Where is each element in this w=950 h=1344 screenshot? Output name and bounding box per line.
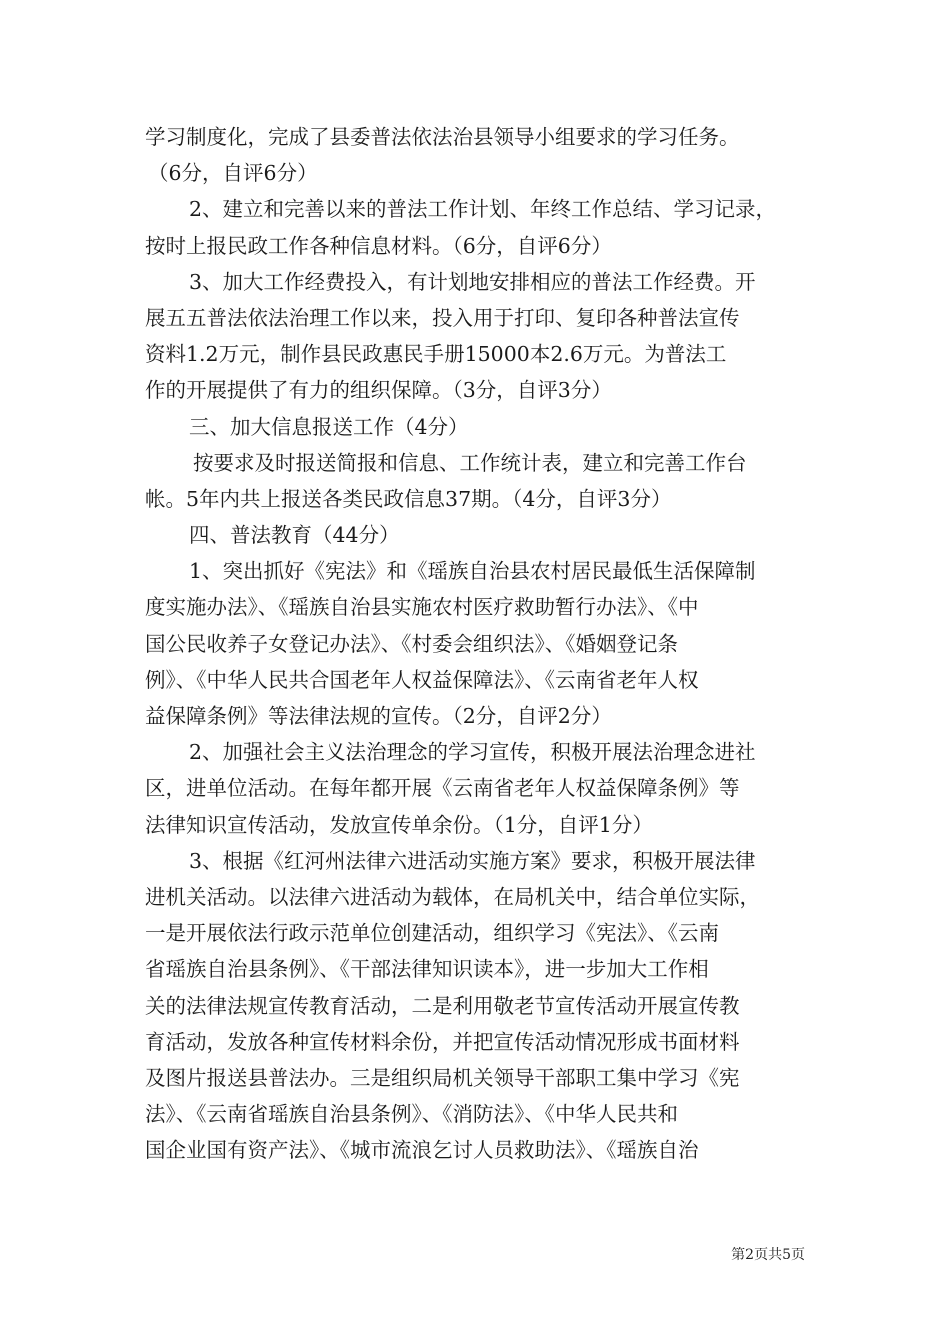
document-body <box>145 119 807 1168</box>
text-line: 2、加强社会主义法治理念的学习宣传，积极开展法治理念进社 <box>189 740 756 765</box>
text-line: 国企业国有资产法》、《城市流浪乞讨人员救助法》、《瑶族自治 <box>145 1138 699 1163</box>
text-line: 展五五普法依法治理工作以来，投入用于打印、复印各种普法宣传 <box>145 305 740 330</box>
text-line: 按要求及时报送简报和信息、工作统计表，建立和完善工作台 <box>193 450 747 475</box>
text-line: 法律知识宣传活动，发放宣传单余份。（1分，自评1分） <box>145 812 653 837</box>
text-line: 及图片报送县普法办。三是组织局机关领导干部职工集中学习《宪 <box>145 1065 740 1090</box>
section-heading: 四、普法教育（44分） <box>189 523 400 548</box>
text-line: 3、根据《红河州法律六进活动实施方案》要求，积极开展法律 <box>189 848 756 873</box>
text-line: 3、加大工作经费投入，有计划地安排相应的普法工作经费。开 <box>189 269 756 294</box>
text-line: 资料1.2万元，制作县民政惠民手册15000本2.6万元。为普法工 <box>145 342 727 367</box>
section-heading: 三、加大信息报送工作（4分） <box>189 414 469 439</box>
text-line: 国公民收养子女登记办法》、《村委会组织法》、《婚姻登记条 <box>145 631 678 656</box>
text-line: 省瑶族自治县条例》、《干部法律知识读本》，进一步加大工作相 <box>145 957 709 982</box>
text-line: 关的法律法规宣传教育活动，二是利用敬老节宣传活动开展宣传教 <box>145 993 740 1018</box>
text-line: 度实施办法》、《瑶族自治县实施农村医疗救助暂行办法》、《中 <box>145 595 699 620</box>
text-line: 例》、《中华人民共合国老年人权益保障法》、《云南省老年人权 <box>145 667 699 692</box>
text-line: 按时上报民政工作各种信息材料。（6分，自评6分） <box>145 233 612 258</box>
text-line: 法》、《云南省瑶族自治县条例》、《消防法》、《中华人民共和 <box>145 1102 678 1127</box>
text-line: 区，进单位活动。在每年都开展《云南省老年人权益保障条例》等 <box>145 776 740 801</box>
text-line: 作的开展提供了有力的组织保障。（3分，自评3分） <box>145 378 612 403</box>
text-line: 1、突出抓好《宪法》和《瑶族自治县农村居民最低生活保障制 <box>189 559 756 584</box>
text-line: 益保障条例》等法律法规的宣传。（2分，自评2分） <box>145 704 612 728</box>
text-line: 进机关活动。以法律六进活动为载体，在局机关中，结合单位实际， <box>145 884 760 909</box>
text-line: 育活动，发放各种宣传材料余份，并把宣传活动情况形成书面材料 <box>145 1029 740 1054</box>
text-line: （6分，自评6分） <box>148 161 318 186</box>
text-line: 学习制度化，完成了县委普法依法治县领导小组要求的学习任务。 <box>145 125 740 149</box>
text-line: 一是开展依法行政示范单位创建活动，组织学习《宪法》、《云南 <box>145 921 719 946</box>
page-number: 第2页共5页 <box>731 1247 805 1263</box>
text-line: 帐。5年内共上报送各类民政信息37期。（4分，自评3分） <box>145 486 672 511</box>
text-line: 2、建立和完善以来的普法工作计划、年终工作总结、学习记录， <box>189 197 777 222</box>
